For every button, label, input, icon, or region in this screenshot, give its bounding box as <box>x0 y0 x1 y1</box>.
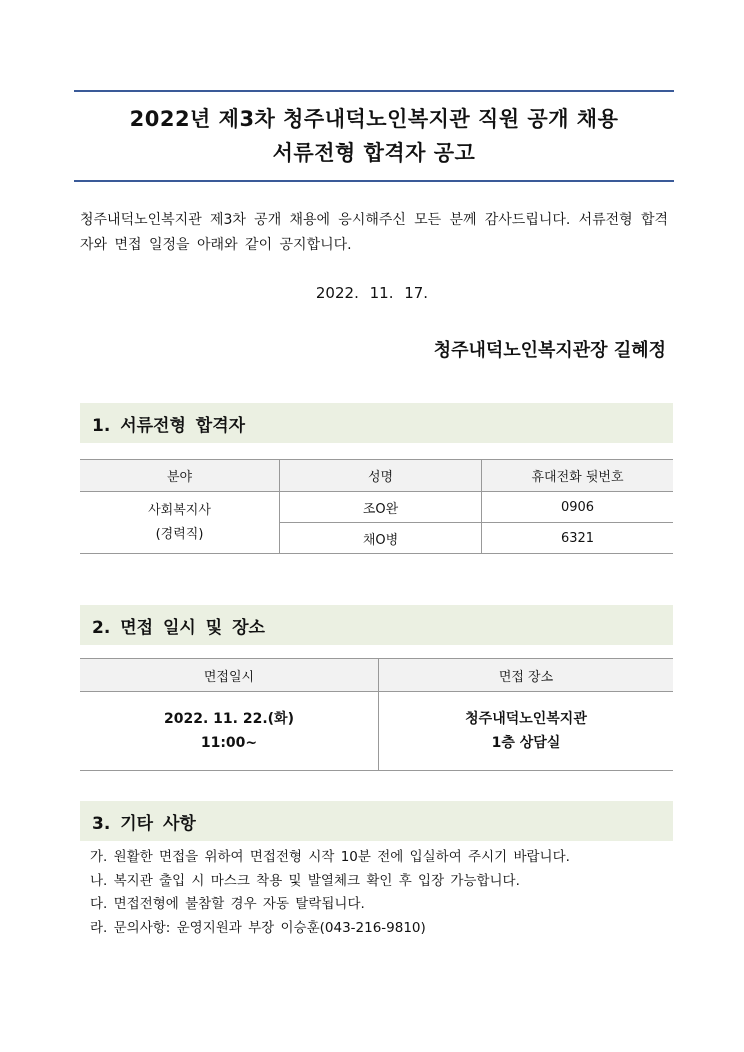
table-row <box>80 492 673 523</box>
list-item: 나. 복지관 출입 시 마스크 착용 및 발열체크 확인 후 입장 가능합니다. <box>90 872 520 889</box>
interview-room: 1층 상담실 <box>491 735 561 751</box>
field-name: 사회복지사 <box>148 502 211 518</box>
interview-date: 2022. 11. 22.(화) <box>164 711 294 727</box>
interview-place-cell <box>379 692 674 771</box>
interview-time: 11:00~ <box>200 735 258 751</box>
list-item: 가. 원활한 면접을 위하여 면접전형 시작 10분 전에 입실하여 주시기 바랍니다. <box>90 849 570 865</box>
announcement-date: 2022. 11. 17. <box>315 284 429 302</box>
column-header-datetime: 면접일시 <box>80 659 379 692</box>
passers-table <box>80 459 673 554</box>
phone-cell: 6321 <box>482 523 674 554</box>
table-header-row <box>80 460 673 492</box>
phone-cell: 0906 <box>482 492 674 523</box>
interview-place: 청주내덕노인복지관 <box>465 711 587 727</box>
title-line-2: 서류전형 합격자 공고 <box>272 141 476 165</box>
column-header-field: 분야 <box>80 460 280 492</box>
list-item: 다. 면접전형에 불참할 경우 자동 탈락됩니다. <box>90 896 365 912</box>
section-3-header <box>80 801 673 841</box>
name-cell: 채O병 <box>280 523 482 554</box>
interview-datetime-cell <box>80 692 379 771</box>
list-item: 라. 문의사항: 운영지원과 부장 이승훈(043-216-9810) <box>90 919 426 936</box>
section-3-title: 3. 기타 사항 <box>92 813 196 834</box>
section-2-title: 2. 면접 일시 및 장소 <box>92 617 265 638</box>
interview-table <box>80 658 673 771</box>
name-cell: 조O완 <box>280 492 482 523</box>
field-cell <box>80 492 280 554</box>
table-header-row <box>80 659 673 692</box>
section-1-header <box>80 403 673 443</box>
field-type: (경력직) <box>155 526 204 542</box>
column-header-name: 성명 <box>280 460 482 492</box>
notes-list <box>90 846 570 940</box>
column-header-place: 면접 장소 <box>379 659 674 692</box>
signer: 청주내덕노인복지관장 길혜정 <box>433 340 666 361</box>
section-2-header <box>80 605 673 645</box>
table-row <box>80 692 673 771</box>
section-1-title: 1. 서류전형 합격자 <box>92 415 246 436</box>
title-line-1: 2022년 제3차 청주내덕노인복지관 직원 공개 채용 <box>129 107 619 131</box>
column-header-phone: 휴대전화 뒷번호 <box>482 460 674 492</box>
document-title <box>74 90 674 182</box>
intro-paragraph: 청주내덕노인복지관 제3차 공개 채용에 응시해주신 모든 분께 감사드립니다. 서류전형 합격자와 면접 일정을 아래와 같이 공지합니다. <box>80 212 668 253</box>
